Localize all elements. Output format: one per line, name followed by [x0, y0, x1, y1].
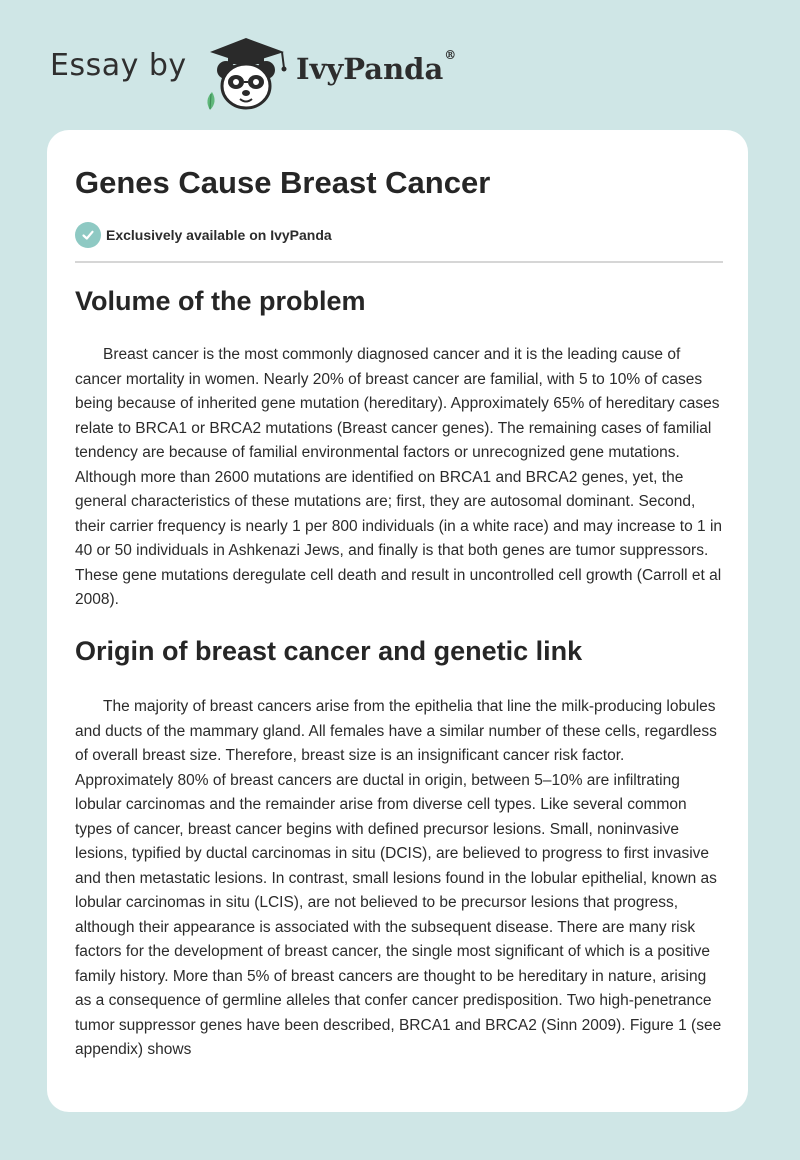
brand-name[interactable]: IvyPanda® [296, 48, 457, 86]
exclusive-badge [75, 222, 332, 248]
brand-prefix: Essay by [50, 48, 187, 83]
registered-mark: ® [444, 48, 457, 62]
section-heading-origin: Origin of breast cancer and genetic link [75, 636, 583, 666]
page-title: Genes Cause Breast Cancer [75, 165, 491, 200]
check-circle-icon [75, 222, 101, 248]
divider [75, 261, 723, 263]
section-paragraph-volume: Breast cancer is the most commonly diagnosed cancer and it is the leading cause of cancer mortality in women. Nearly 20% of breast cancer are familial, with 5 to 10% of cases being because of inherited gene mutation (hereditary). Approximately 65% of hereditary cases relate to BRCA1 or BRCA2 mutations (Breast cancer genes). The remaining cases of familial tendency are because of familial environmental factors or unrecognized gene mutations. Although more than 2600 mutations are identified on BRCA1 and BRCA2 genes, yet, the general characteristics of these mutations are; first, they are autosomal dominant. Second, their carrier frequency is nearly 1 per 800 individuals (in a white race) and may increase to 1 in 40 or 50 individuals in Ashkenazi Jews, and finally is that both genes are tumor suppressors. These gene mutations deregulate cell death and result in uncontrolled cell growth (Carroll et al 2008). [75, 346, 723, 608]
section-heading-volume: Volume of the problem [75, 286, 366, 316]
section-paragraph-origin: The majority of breast cancers arise from the epithelia that line the milk-producing lobules and ducts of the mammary gland. All females have a similar number of these cells, regardless of overall breast size. Therefore, breast size is an insignificant cancer risk factor. Approximately 80% of breast cancers are ductal in origin, between 5–10% are infiltrating lobular carcinomas and the remainder arise from diverse cell types. Like several common types of cancer, breast cancer begins with defined precursor lesions. Small, noninvasive lesions, typified by ductal carcinomas in situ (DCIS), are believed to progress to first invasive and then metastatic lesions. In contrast, small lesions found in the lobular epithelial, known as lobular carcinomas in situ (LCIS), are not believed to be precursor lesions that progress, although their appearance is associated with the subsequent disease. There are many risk factors for the development of breast cancer, the single most significant of which is a positive family history. More than 5% of breast cancers are thought to be hereditary in nature, arising as a consequence of germline alleles that confer cancer predisposition. Two high-penetrance tumor suppressor genes have been described, BRCA1 and BRCA2 (Sinn 2009). Figure 1 (see appendix) shows [75, 698, 722, 1058]
badge-label: Exclusively available on IvyPanda [106, 227, 332, 243]
panda-graduate-icon[interactable] [200, 34, 292, 112]
essay-card [47, 130, 748, 1112]
site-header [0, 0, 800, 120]
